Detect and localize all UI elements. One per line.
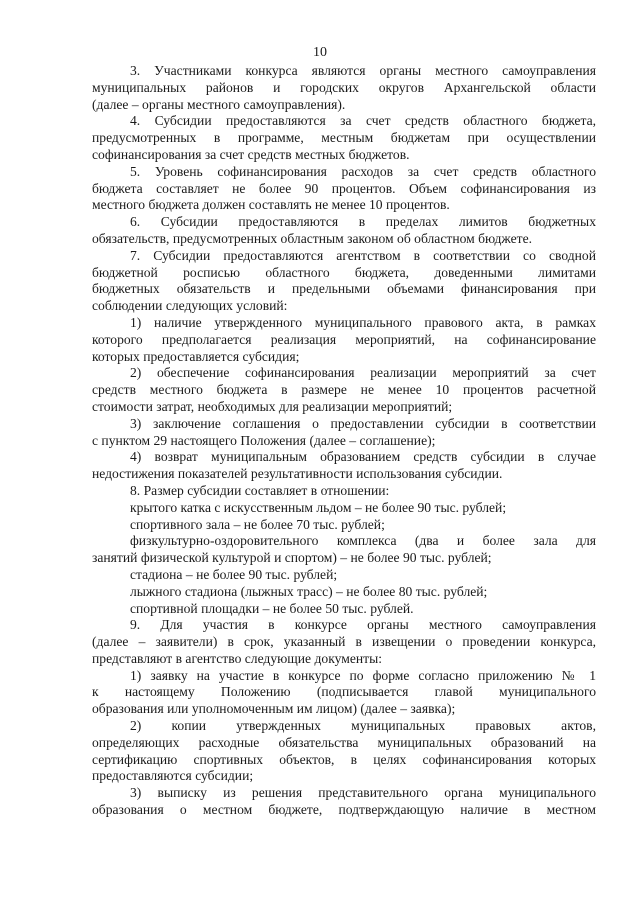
- text-line: спортивной площадки – не более 50 тыс. рублей.: [130, 600, 414, 616]
- paragraph: [92, 214, 596, 248]
- paragraph: [92, 668, 596, 718]
- text-line: софинансирования за счет средств местных бюджетов.: [92, 146, 410, 162]
- text-line: 1) заявку на участие в конкурсе по форме согласно приложению № 1: [130, 667, 596, 683]
- text-line: стоимости затрат, необходимых для реализации мероприятий;: [92, 398, 453, 414]
- text-line: определяющих расходные обязательства муниципальных образований на: [92, 734, 596, 750]
- text-line: 5. Уровень софинансирования расходов за счет средств областного: [130, 163, 596, 179]
- text-line: 4) возврат муниципальным образованием средств субсидии в случае: [130, 449, 596, 465]
- text-line: которых предоставляется субсидия;: [92, 348, 300, 364]
- text-line: 9. Для участия в конкурсе органы местного самоуправления: [130, 617, 596, 633]
- text-line: бюджетной росписью областного бюджета, доведенными лимитами: [92, 264, 596, 280]
- text-line: (далее – органы местного самоуправления).: [92, 96, 346, 112]
- text-line: физкультурно-оздоровительного комплекса (два и более зала для: [130, 533, 596, 549]
- text-line: 3. Участниками конкурса являются органы местного самоуправления: [130, 63, 596, 78]
- text-line: (далее – заявители) в срок, указанный в извещении о проведении конкурса,: [92, 634, 596, 650]
- paragraph: [92, 248, 596, 315]
- text-line: предусмотренных в программе, местным бюджетам при осуществлении: [92, 130, 596, 146]
- text-line: 4. Субсидии предоставляются за счет средств областного бюджета,: [130, 113, 596, 129]
- text-line: 2) обеспечение софинансирования реализации мероприятий за счет: [130, 365, 596, 381]
- paragraph: [92, 718, 596, 785]
- text-line: лыжного стадиона (лыжных трасс) – не более 80 тыс. рублей;: [130, 583, 488, 599]
- text-line: представляют в агентство следующие документы:: [92, 650, 382, 666]
- paragraph: [92, 63, 596, 113]
- paragraph: [92, 315, 596, 365]
- text-line: предоставляются субсидии;: [92, 768, 254, 784]
- text-line: которого предполагается реализация мероприятий, на софинансирование: [92, 331, 596, 347]
- text-line: стадиона – не более 90 тыс. рублей;: [130, 566, 338, 582]
- paragraph: [92, 365, 596, 415]
- paragraph: [92, 785, 596, 819]
- paragraph: [92, 483, 596, 500]
- paragraph: [92, 517, 596, 534]
- paragraph: [92, 567, 596, 584]
- text-line: 1) наличие утвержденного муниципального правового акта, в рамках: [130, 314, 596, 330]
- text-line: бюджета составляет не более 90 процентов. Объем софинансирования из: [92, 180, 596, 196]
- text-line: бюджетных обязательств и предельными объемами финансирования при: [92, 281, 596, 297]
- text-line: 8. Размер субсидии составляет в отношении:: [130, 482, 390, 498]
- text-line: образования о местном бюджете, подтверждающую наличие в местном: [92, 802, 596, 818]
- paragraph: [92, 164, 596, 214]
- paragraph: [92, 449, 596, 483]
- text-line: сертификацию спортивных объектов, в целях софинансирования которых: [92, 751, 596, 767]
- text-line: 2) копии утвержденных муниципальных правовых актов,: [130, 718, 596, 734]
- paragraph: [92, 601, 596, 618]
- paragraph: [92, 113, 596, 163]
- text-line: недостижения показателей результативности использования субсидии.: [92, 466, 503, 482]
- text-line: соблюдении следующих условий:: [92, 298, 288, 314]
- paragraph: [92, 416, 596, 450]
- text-line: крытого катка с искусственным льдом – не более 90 тыс. рублей;: [130, 499, 507, 515]
- text-line: 6. Субсидии предоставляются в пределах лимитов бюджетных: [130, 214, 596, 230]
- document-body: [92, 63, 596, 819]
- text-line: 3) выписку из решения представительного органа муниципального: [130, 785, 596, 801]
- paragraph: [92, 533, 596, 567]
- paragraph: [92, 584, 596, 601]
- text-line: к настоящему Положению (подписывается главой муниципального: [92, 684, 596, 700]
- text-line: местного бюджета должен составлять не менее 10 процентов.: [92, 197, 450, 213]
- text-line: занятий физической культурой и спортом) – не более 90 тыс. рублей;: [92, 550, 492, 566]
- paragraph: [92, 500, 596, 517]
- text-line: 7. Субсидии предоставляются агентством в соответствии со сводной: [130, 247, 596, 263]
- page-number: 10: [313, 45, 327, 60]
- text-line: муниципальных районов и городских округов Архангельской области: [92, 79, 596, 95]
- text-line: с пунктом 29 настоящего Положения (далее – соглашение);: [92, 432, 436, 448]
- text-line: средств местного бюджета в размере не менее 10 процентов расчетной: [92, 382, 596, 398]
- text-line: обязательств, предусмотренных областным законом об областном бюджете.: [92, 230, 533, 246]
- paragraph: [92, 617, 596, 667]
- text-line: спортивного зала – не более 70 тыс. рублей;: [130, 516, 385, 532]
- text-line: 3) заключение соглашения о предоставлении субсидии в соответствии: [130, 415, 596, 431]
- text-line: образования или уполномоченным им лицом) (далее – заявка);: [92, 701, 456, 717]
